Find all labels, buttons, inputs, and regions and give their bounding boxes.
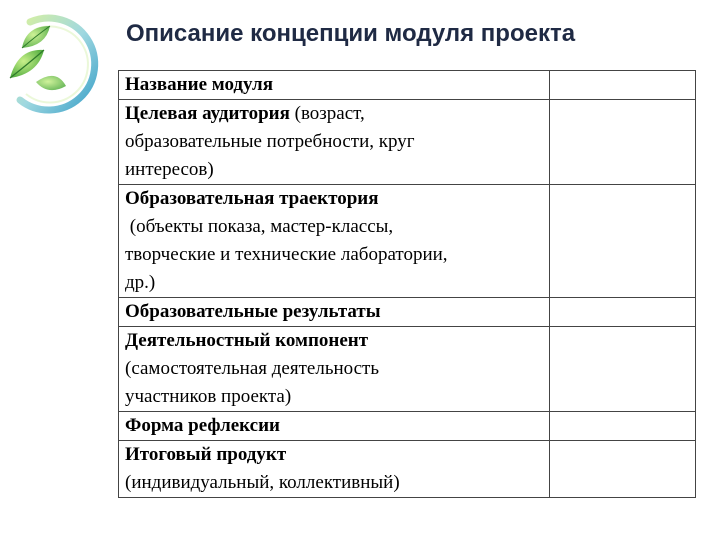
table-row	[119, 185, 696, 298]
row-label-line	[125, 71, 543, 99]
row-label-text: участников проекта)	[125, 386, 292, 407]
row-label-bold: Образовательная траектория	[125, 188, 379, 209]
row-value-cell[interactable]	[549, 71, 695, 100]
concept-table	[118, 70, 696, 498]
row-value-cell[interactable]	[549, 298, 695, 327]
row-value-cell[interactable]	[549, 412, 695, 441]
row-label-cell	[119, 412, 550, 441]
page-title: Описание концепции модуля проекта	[126, 20, 576, 47]
row-label-text: др.)	[125, 272, 156, 293]
row-label-line	[125, 213, 543, 241]
row-label-line	[125, 185, 543, 213]
row-label-text: (объекты показа, мастер-классы,	[125, 216, 394, 237]
table-row	[119, 298, 696, 327]
row-value-cell[interactable]	[549, 441, 695, 498]
row-label-line	[125, 156, 543, 184]
row-label-text: (индивидуальный, коллективный)	[125, 472, 400, 493]
row-value-cell[interactable]	[549, 327, 695, 412]
row-label-line	[125, 327, 543, 355]
row-label-cell	[119, 71, 550, 100]
row-label-text: образовательные потребности, круг	[125, 131, 415, 152]
row-label-line	[125, 412, 543, 440]
row-label-line	[125, 469, 543, 497]
row-label-bold: Целевая аудитория	[125, 103, 290, 124]
row-label-cell	[119, 185, 550, 298]
table-row	[119, 441, 696, 498]
green-leaf-circle-logo-icon	[0, 8, 112, 120]
row-label-line	[125, 269, 543, 297]
row-label-line	[125, 441, 543, 469]
row-label-text: (возраст,	[289, 103, 365, 124]
row-value-cell[interactable]	[549, 100, 695, 185]
row-label-cell	[119, 327, 550, 412]
row-label-line	[125, 241, 543, 269]
row-label-bold: Деятельностный компонент	[125, 330, 369, 351]
row-label-cell	[119, 100, 550, 185]
row-label-bold: Форма рефлексии	[125, 415, 280, 436]
table-row	[119, 71, 696, 100]
row-value-cell[interactable]	[549, 185, 695, 298]
row-label-bold: Название модуля	[125, 74, 273, 95]
row-label-line	[125, 100, 543, 128]
table-row	[119, 100, 696, 185]
row-label-cell	[119, 298, 550, 327]
row-label-line	[125, 383, 543, 411]
row-label-text: интересов)	[125, 159, 214, 180]
row-label-bold: Итоговый продукт	[125, 444, 287, 465]
table-row	[119, 327, 696, 412]
row-label-text: (самостоятельная деятельность	[125, 358, 380, 379]
table-row	[119, 412, 696, 441]
row-label-text: творческие и технические лаборатории,	[125, 244, 448, 265]
row-label-bold: Образовательные результаты	[125, 301, 381, 322]
row-label-line	[125, 355, 543, 383]
row-label-cell	[119, 441, 550, 498]
row-label-line	[125, 298, 543, 326]
row-label-line	[125, 128, 543, 156]
